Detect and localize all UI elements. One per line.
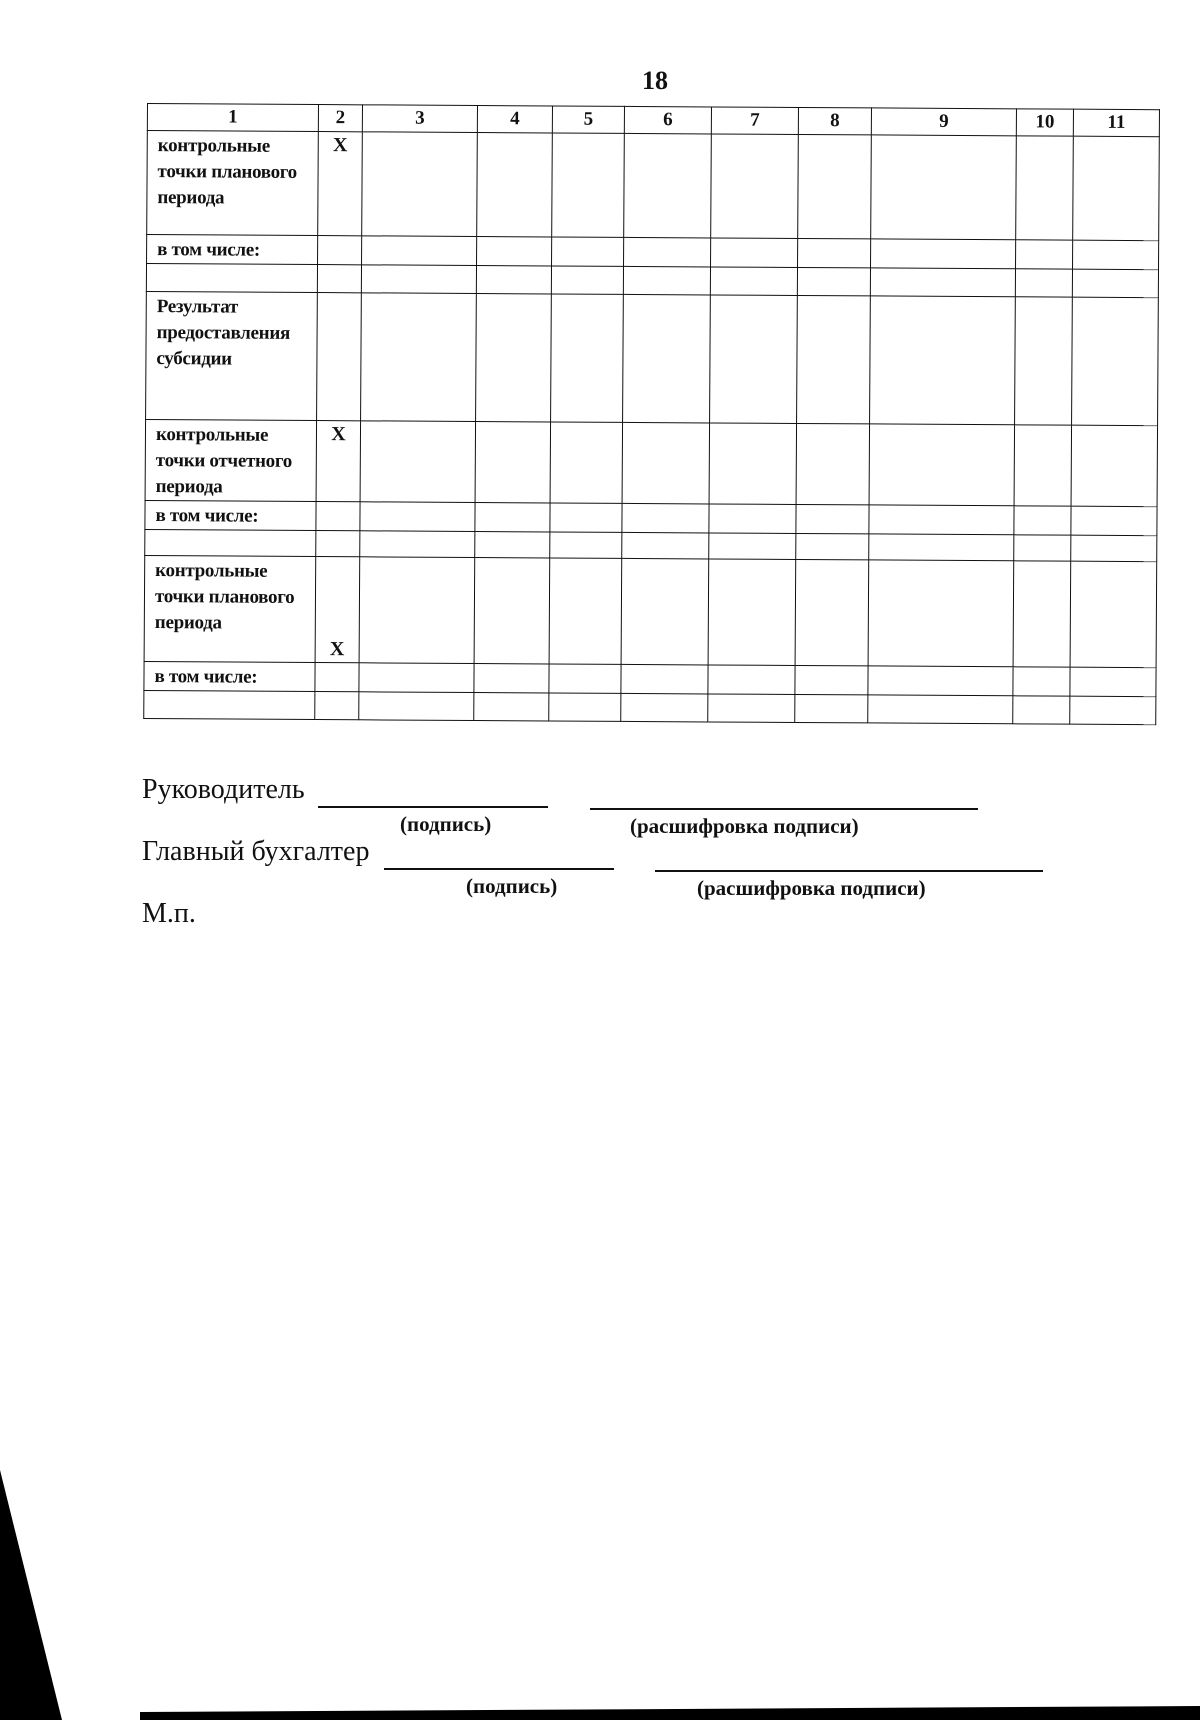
table-cell [1015, 297, 1073, 425]
row-mark [317, 265, 361, 293]
row-label [144, 690, 315, 719]
column-header: 4 [477, 106, 552, 133]
table-cell [710, 295, 798, 424]
row-label: контрольные точки отчетного периода [145, 419, 316, 501]
control-points-table [143, 103, 1160, 725]
table-row [146, 291, 1159, 425]
table-cell [359, 692, 474, 721]
table-cell [476, 294, 552, 422]
row-mark: X [316, 421, 360, 502]
accountant-decoding-caption: (расшифровка подписи) [697, 876, 926, 900]
table-cell [477, 133, 553, 237]
table-cell [360, 531, 475, 558]
row-label [146, 264, 317, 293]
row-mark [315, 663, 359, 692]
table-cell [362, 132, 478, 237]
table-cell [361, 293, 477, 422]
table-cell [710, 267, 797, 296]
table-cell [551, 294, 624, 422]
table-cell [359, 663, 474, 693]
table-cell [549, 558, 622, 664]
table-cell [1014, 535, 1071, 561]
table-cell [1016, 240, 1073, 269]
table-cell [711, 238, 798, 268]
table-cell [1070, 667, 1156, 697]
table-cell [709, 504, 796, 534]
table-cell [624, 237, 711, 267]
table-cell [1013, 696, 1070, 724]
head-decoding-caption: (расшифровка подписи) [630, 814, 859, 838]
table-cell [623, 266, 710, 295]
table-cell [551, 266, 623, 294]
column-header: 2 [318, 105, 362, 132]
head-signature-caption: (подпись) [400, 812, 492, 836]
table-cell [1071, 535, 1157, 562]
table-cell [795, 559, 869, 665]
table-cell [477, 237, 552, 266]
table-cell [796, 423, 869, 504]
table-cell [870, 268, 1015, 297]
table-cell [708, 559, 796, 666]
row-mark [316, 502, 360, 531]
table-cell [360, 421, 475, 503]
table-cell [709, 423, 796, 505]
table-cell [711, 134, 799, 239]
table-cell [1072, 269, 1158, 298]
table-cell [1014, 506, 1071, 535]
table-cell [362, 236, 477, 266]
column-header: 1 [147, 104, 318, 132]
table-cell [1015, 269, 1072, 297]
column-header: 7 [711, 107, 798, 135]
table-cell [871, 135, 1017, 240]
table-cell [475, 503, 550, 532]
row-label: контрольные точки планового периода [147, 131, 319, 236]
table-cell [1013, 667, 1070, 696]
table-row [145, 419, 1157, 506]
table-cell [550, 532, 622, 558]
table-cell [622, 503, 709, 533]
table-cell [798, 134, 872, 238]
table-cell [1071, 506, 1157, 536]
row-mark [316, 531, 360, 557]
table-cell [1013, 561, 1071, 667]
table-cell [476, 266, 551, 294]
table-cell [359, 557, 475, 664]
row-label: контрольные точки планового периода [144, 555, 316, 662]
table-cell [621, 693, 708, 722]
table-cell [1070, 696, 1156, 725]
table-cell [361, 265, 476, 294]
table-cell [624, 133, 712, 238]
row-mark [317, 293, 362, 421]
table-cell [549, 693, 621, 721]
table-cell [552, 133, 625, 237]
table-cell [474, 664, 549, 693]
table-cell [796, 504, 869, 533]
column-header: 5 [552, 106, 624, 133]
table-cell [795, 665, 868, 694]
table-cell [868, 695, 1013, 724]
table-cell [474, 693, 549, 721]
page-number: 18 [642, 66, 668, 95]
row-mark: X [315, 557, 360, 663]
table-cell [709, 533, 796, 560]
column-header: 6 [624, 106, 711, 134]
head-decoding-line [590, 808, 978, 810]
table-cell [870, 296, 1016, 425]
row-label: Результат предоставления субсидии [146, 291, 318, 420]
row-label: в том числе: [145, 500, 316, 530]
table-cell [868, 560, 1014, 667]
table-cell [798, 238, 871, 267]
table-row [147, 131, 1160, 241]
table-cell [623, 294, 711, 423]
table-cell [1014, 425, 1071, 506]
table-cell [1016, 136, 1074, 240]
table-row [144, 555, 1157, 667]
table-row [144, 690, 1156, 724]
table-cell [869, 424, 1014, 506]
table-cell [1071, 425, 1157, 507]
table-cell [550, 422, 622, 503]
table-cell [474, 558, 550, 664]
table-cell [549, 664, 621, 693]
table-cell [868, 666, 1013, 696]
column-header: 3 [362, 105, 477, 133]
table-cell [475, 422, 550, 503]
row-label: в том числе: [147, 235, 318, 265]
table-cell [621, 558, 709, 665]
table-cell [1073, 240, 1159, 270]
table-cell [708, 665, 795, 695]
accountant-label: Главный бухгалтер [142, 836, 370, 867]
column-header: 9 [871, 108, 1016, 136]
table-cell [869, 534, 1014, 561]
accountant-decoding-line [655, 870, 1043, 872]
row-mark [318, 236, 362, 265]
table-cell [869, 505, 1014, 535]
table-cell [1072, 297, 1159, 426]
table-cell [871, 239, 1016, 269]
column-header: 10 [1016, 109, 1073, 136]
table-cell [708, 694, 795, 723]
table-cell [796, 533, 869, 559]
table-cell [552, 237, 624, 266]
row-label [145, 529, 316, 556]
table-cell [622, 422, 709, 504]
table-cell [797, 295, 871, 423]
table-cell [795, 694, 868, 722]
table-cell [475, 532, 550, 558]
table-cell [1073, 136, 1160, 241]
stamp-place-label: М.п. [142, 898, 196, 929]
column-header: 11 [1073, 109, 1159, 137]
accountant-signature-caption: (подпись) [466, 874, 558, 898]
head-signature-line [318, 806, 548, 808]
table-cell [622, 532, 709, 559]
table-cell [550, 503, 622, 532]
table-cell [360, 502, 475, 532]
accountant-signature-line [384, 868, 614, 870]
table-cell [1070, 561, 1157, 668]
row-mark: X [318, 132, 363, 236]
table-cell [621, 664, 708, 694]
row-label: в том числе: [144, 661, 315, 691]
row-mark [315, 692, 359, 720]
head-label: Руководитель [142, 774, 305, 805]
column-header: 8 [798, 107, 871, 134]
table-cell [797, 267, 870, 295]
